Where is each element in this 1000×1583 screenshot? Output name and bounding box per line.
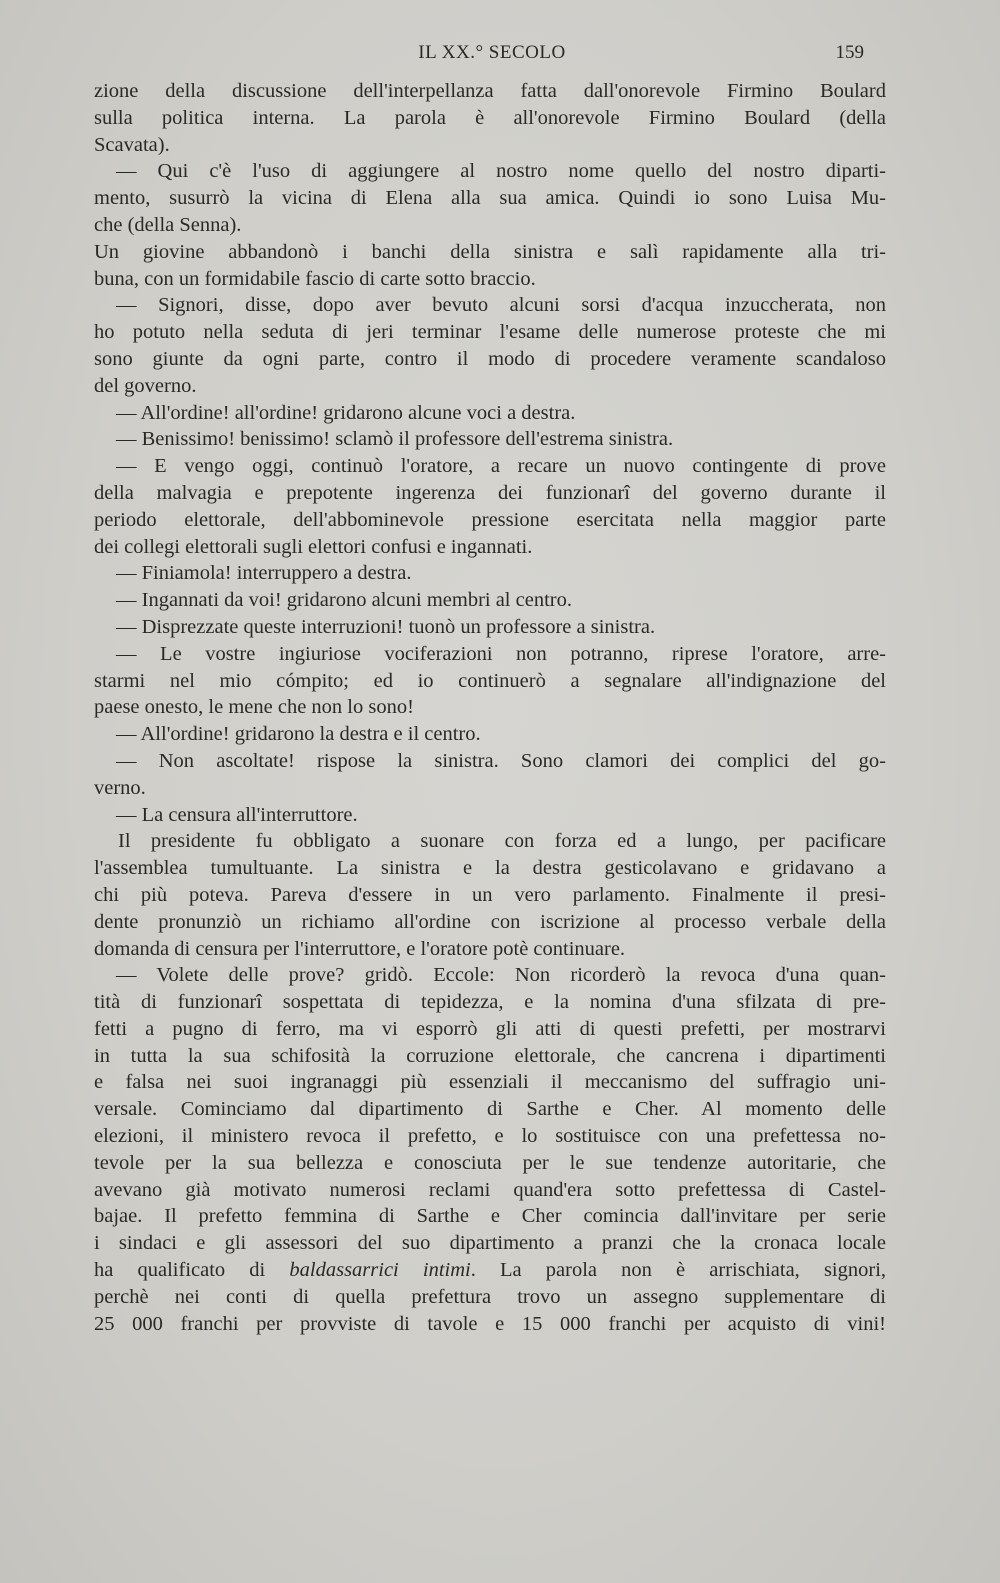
text-line: — Signori, disse, dopo aver bevuto alcuni sorsi d'acqua inzuccherata, non [116, 294, 886, 317]
text-line: bajae. Il prefetto femmina di Sarthe e Cher comincia dall'invitare per serie [94, 1205, 886, 1228]
text-line: paese onesto, le mene che non lo sono! [94, 696, 414, 719]
text-line: ho potuto nella seduta di jeri terminar l'esame delle numerose proteste che mi [94, 321, 886, 344]
text-line: mento, susurrò la vicina di Elena alla sua amica. Quindi io sono Luisa Mu- [94, 187, 886, 210]
text-line: buna, con un formidabile fascio di carte sotto braccio. [94, 267, 536, 290]
text-line: sono giunte da ogni parte, contro il modo di procedere veramente scandaloso [94, 347, 886, 370]
text-line: tità di funzionarî sospettata di tepidezza, e la nomina d'una sfilzata di pre- [94, 991, 886, 1014]
text-line: — La censura all'interruttore. [116, 803, 358, 826]
page-number: 159 [835, 42, 864, 63]
text-line: avevano già motivato numerosi reclami quand'era sotto prefettessa di Castel- [94, 1178, 886, 1201]
text-line: — Non ascoltate! rispose la sinistra. Sono clamori dei complici del go- [116, 749, 886, 772]
text-line: fetti a pugno di ferro, ma vi esporrò gli atti di questi prefetti, per mostrarvi [94, 1017, 886, 1040]
text-line: Scavata). [94, 133, 170, 156]
text-line: Il presidente fu obbligato a suonare con forza ed a lungo, per pacificare [118, 830, 886, 853]
text-line: dei collegi elettorali sugli elettori confusi e ingannati. [94, 535, 533, 558]
text-line: in tutta la sua schifosità la corruzione elettorale, che cancrena i dipartimenti [94, 1044, 886, 1067]
text-line: del governo. [94, 374, 197, 397]
text-line: ha qualificato di baldassarrici intimi. La parola non è arrischiata, signori, [94, 1259, 886, 1282]
text-line: 25 000 franchi per provviste di tavole e 15 000 franchi per acquisto di vini! [94, 1312, 886, 1335]
body-text [94, 78, 886, 1337]
text-line: starmi nel mio cómpito; ed io continuerò a segnalare all'indignazione del [94, 669, 886, 692]
text-line: domanda di censura per l'interruttore, e l'oratore potè continuare. [94, 937, 626, 960]
text-line: — Le vostre ingiuriose vociferazioni non potranno, riprese l'oratore, arre- [116, 642, 886, 665]
text-line: — All'ordine! gridarono la destra e il centro. [116, 723, 481, 746]
text-line: tevole per la sua bellezza e conosciuta per le sue tendenze autoritarie, che [94, 1151, 886, 1174]
text-line: — E vengo oggi, continuò l'oratore, a recare un nuovo contingente di prove [116, 455, 886, 478]
text-line: — Ingannati da voi! gridarono alcuni membri al centro. [116, 589, 572, 612]
text-line: l'assemblea tumultuante. La sinistra e la destra gesticolavano e gridavano a [94, 857, 886, 880]
text-line: — Benissimo! benissimo! sclamò il professore dell'estrema sinistra. [116, 428, 674, 451]
running-title: IL XX.° SECOLO [418, 42, 566, 63]
text-line: versale. Cominciamo dal dipartimento di Sarthe e Cher. Al momento delle [94, 1098, 886, 1121]
text-line: che (della Senna). [94, 213, 242, 236]
text-line: dente pronunziò un richiamo all'ordine con iscrizione al processo verbale della [94, 910, 886, 933]
text-line: perchè nei conti di quella prefettura trovo un assegno supplementare di [94, 1285, 886, 1308]
text-line: — Qui c'è l'uso di aggiungere al nostro nome quello del nostro diparti- [116, 160, 886, 183]
text-line: elezioni, il ministero revoca il prefetto, e lo sostituisce con una prefettessa no- [94, 1125, 886, 1148]
page-header [92, 42, 892, 72]
text-line: zione della discussione dell'interpellanza fatta dall'onorevole Firmino Boulard [94, 80, 886, 102]
text-line: verno. [94, 776, 146, 799]
text-line: Un giovine abbandonò i banchi della sinistra e salì rapidamente alla tri- [94, 240, 886, 263]
text-line: della malvagia e prepotente ingerenza dei funzionarî del governo durante il [94, 481, 886, 504]
text-line: sulla politica interna. La parola è all'onorevole Firmino Boulard (della [94, 106, 886, 129]
text-line: e falsa nei suoi ingranaggi più essenziali il meccanismo del suffragio uni- [94, 1071, 886, 1094]
text-line: — Volete delle prove? gridò. Eccole: Non ricorderò la revoca d'una quan- [116, 964, 886, 987]
text-line: chi più poteva. Pareva d'essere in un vero parlamento. Finalmente il presi- [94, 883, 886, 906]
text-line: — Finiamola! interruppero a destra. [116, 562, 412, 585]
text-line: periodo elettorale, dell'abbominevole pressione esercitata nella maggior parte [94, 508, 886, 531]
text-line: — All'ordine! all'ordine! gridarono alcune voci a destra. [116, 401, 576, 424]
text-line: i sindaci e gli assessori del suo dipartimento a pranzi che la cronaca locale [94, 1232, 886, 1255]
text-line: — Disprezzate queste interruzioni! tuonò un professore a sinistra. [116, 615, 656, 638]
